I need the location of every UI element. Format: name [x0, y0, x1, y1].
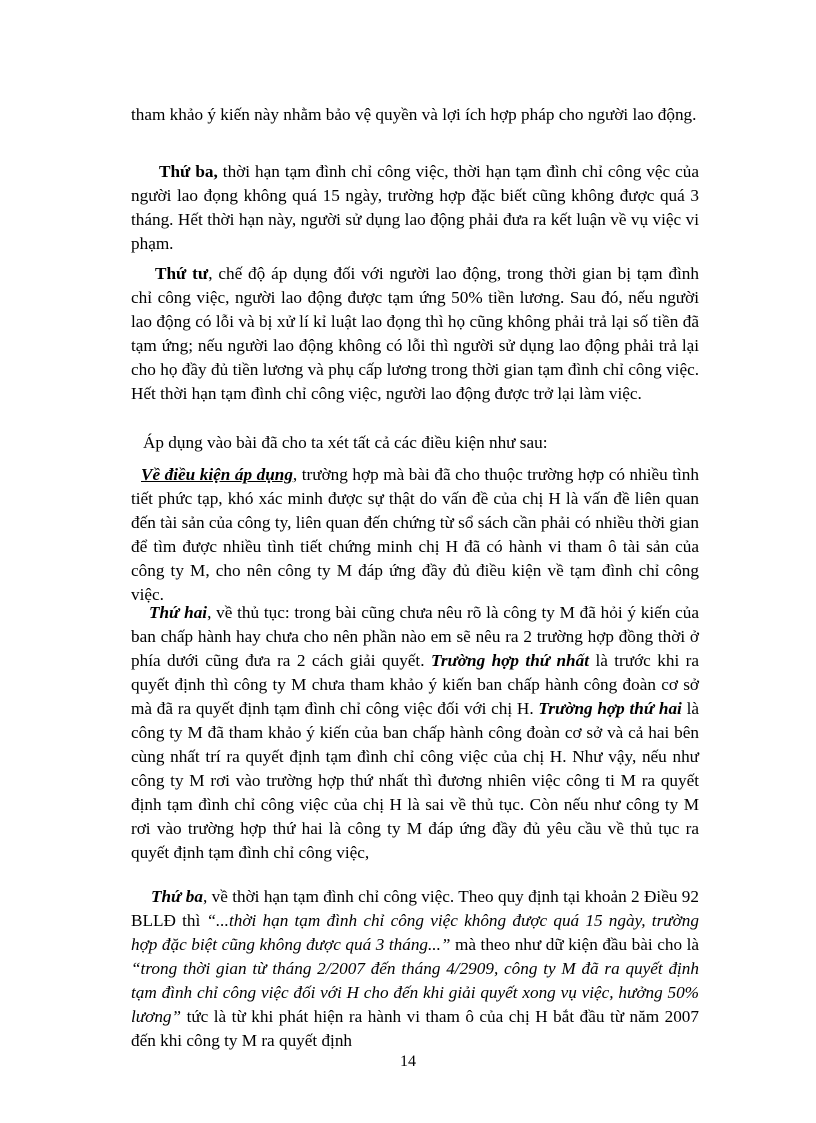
paragraph-text: là công ty M đã tham khảo ý kiến của ban chấp hành công đoàn cơ sở và cả hai bên cùng nhất trí ra quyết định tạm đình chỉ công việc của chị H. Như vậy, nếu như công ty M rơi vào trường hợp thứ nhất thì đương nhiên việc công ti M ra quyết định tạm đình chỉ công việc của chị H là sai về thủ tục. Còn nếu như công ty M rơi vào trường hợp thứ hai là công ty M đáp ứng đầy đủ yêu cầu về thủ tục ra quyết định tạm đình chỉ công việc,	[131, 699, 699, 862]
paragraph-lead: Thứ tư	[155, 264, 209, 283]
paragraph-text: , về thời hạn tạm đình chỉ công việc. Theo quy định tại khoản 2 Điều 92 BLLĐ thì	[131, 887, 699, 930]
paragraph-text: , về thủ tục: trong bài cũng chưa nêu rõ là công ty M đã hỏi ý kiến của ban chấp hành hay chưa cho nên phần nào em sẽ nêu ra 2 trường hợp đồng thời ở phía dưới cũng đưa ra 2 cách giải quyết.	[131, 603, 699, 670]
paragraph-3	[131, 262, 699, 406]
paragraph-6	[131, 601, 699, 865]
case-two-label: Trường hợp thứ hai	[538, 699, 682, 718]
paragraph-lead: Thứ ba,	[159, 162, 218, 181]
paragraph-4	[131, 431, 699, 455]
case-one-label: Trường hợp thứ nhất	[430, 651, 589, 670]
paragraph-1	[131, 103, 699, 127]
paragraph-text: tức là từ khi phát hiện ra hành vi tham ô của chị H bắt đầu từ năm 2007 đến khi công ty M ra quyết định	[131, 1007, 699, 1050]
legal-quote: “...thời hạn tạm đình chỉ công việc không được quá 15 ngày, trường hợp đặc biệt cũng không được quá 3 tháng...”	[131, 911, 699, 954]
paragraph-text: , trường hợp mà bài đã cho thuộc trường hợp có nhiều tình tiết phức tạp, khó xác minh được sự thật do vấn đề của chị H là vấn đề liên quan đến tài sản của công ty, liên quan đến chứng từ sổ sách cần phải có nhiều thời gian để tìm được nhiều tình tiết chứng minh chị H đã có hành vi tham ô tài sản của công ty M, cho nên công ty M đáp ứng đầy đủ điều kiện về tạm đình chỉ công việc.	[131, 465, 699, 604]
case-quote: “trong thời gian từ tháng 2/2007 đến tháng 4/2909, công ty M đã ra quyết định tạm đình chỉ công việc đối với H cho đến khi giải quyết xong vụ việc, hưởng 50% lương”	[131, 959, 699, 1026]
paragraph-text: Áp dụng vào bài đã cho ta xét tất cả các điều kiện như sau:	[143, 433, 548, 452]
paragraph-lead: Thứ hai	[149, 603, 208, 622]
page-number: 14	[400, 1053, 416, 1070]
paragraph-lead: Về điều kiện áp dụng	[141, 465, 293, 484]
paragraph-text: thời hạn tạm đình chỉ công việc, thời hạn tạm đình chỉ công vệc của người lao đọng không quá 15 ngày, trường hợp đặc biết cũng không được quá 3 tháng. Hết thời hạn này, người sử dụng lao động phải đưa ra kết luận về vụ việc vi phạm.	[131, 162, 699, 253]
paragraph-2	[131, 160, 699, 256]
paragraph-5	[131, 463, 699, 607]
paragraph-text: mà theo như dữ kiện đầu bài cho là	[450, 935, 699, 954]
paragraph-text: tham khảo ý kiến này nhằm bảo vệ quyền và lợi ích hợp pháp cho người lao động.	[131, 105, 697, 124]
paragraph-7	[131, 885, 699, 1053]
paragraph-lead: Thứ ba	[151, 887, 203, 906]
paragraph-text: , chế độ áp dụng đối với người lao động, trong thời gian bị tạm đình chỉ công việc, người lao động được tạm ứng 50% tiền lương. Sau đó, nếu người lao động có lỗi và bị xử lí kỉ luật lao đọng thì họ cũng không phải trả lại số tiền đã tạm ứng; nếu người lao động không có lỗi thì người sử dụng lao động phải trả lại cho họ đầy đủ tiền lương và phụ cấp lương trong thời gian tạm đình chỉ công việc. Hết thời hạn tạm đình chỉ công việc, người lao động được trở lại làm việc.	[131, 264, 699, 403]
paragraph-text: là trước khi ra quyết định thì công ty M chưa tham khảo ý kiến ban chấp hành công đoàn cơ sở mà đã ra quyết định tạm đình chỉ công việc đối với chị H.	[131, 651, 700, 718]
